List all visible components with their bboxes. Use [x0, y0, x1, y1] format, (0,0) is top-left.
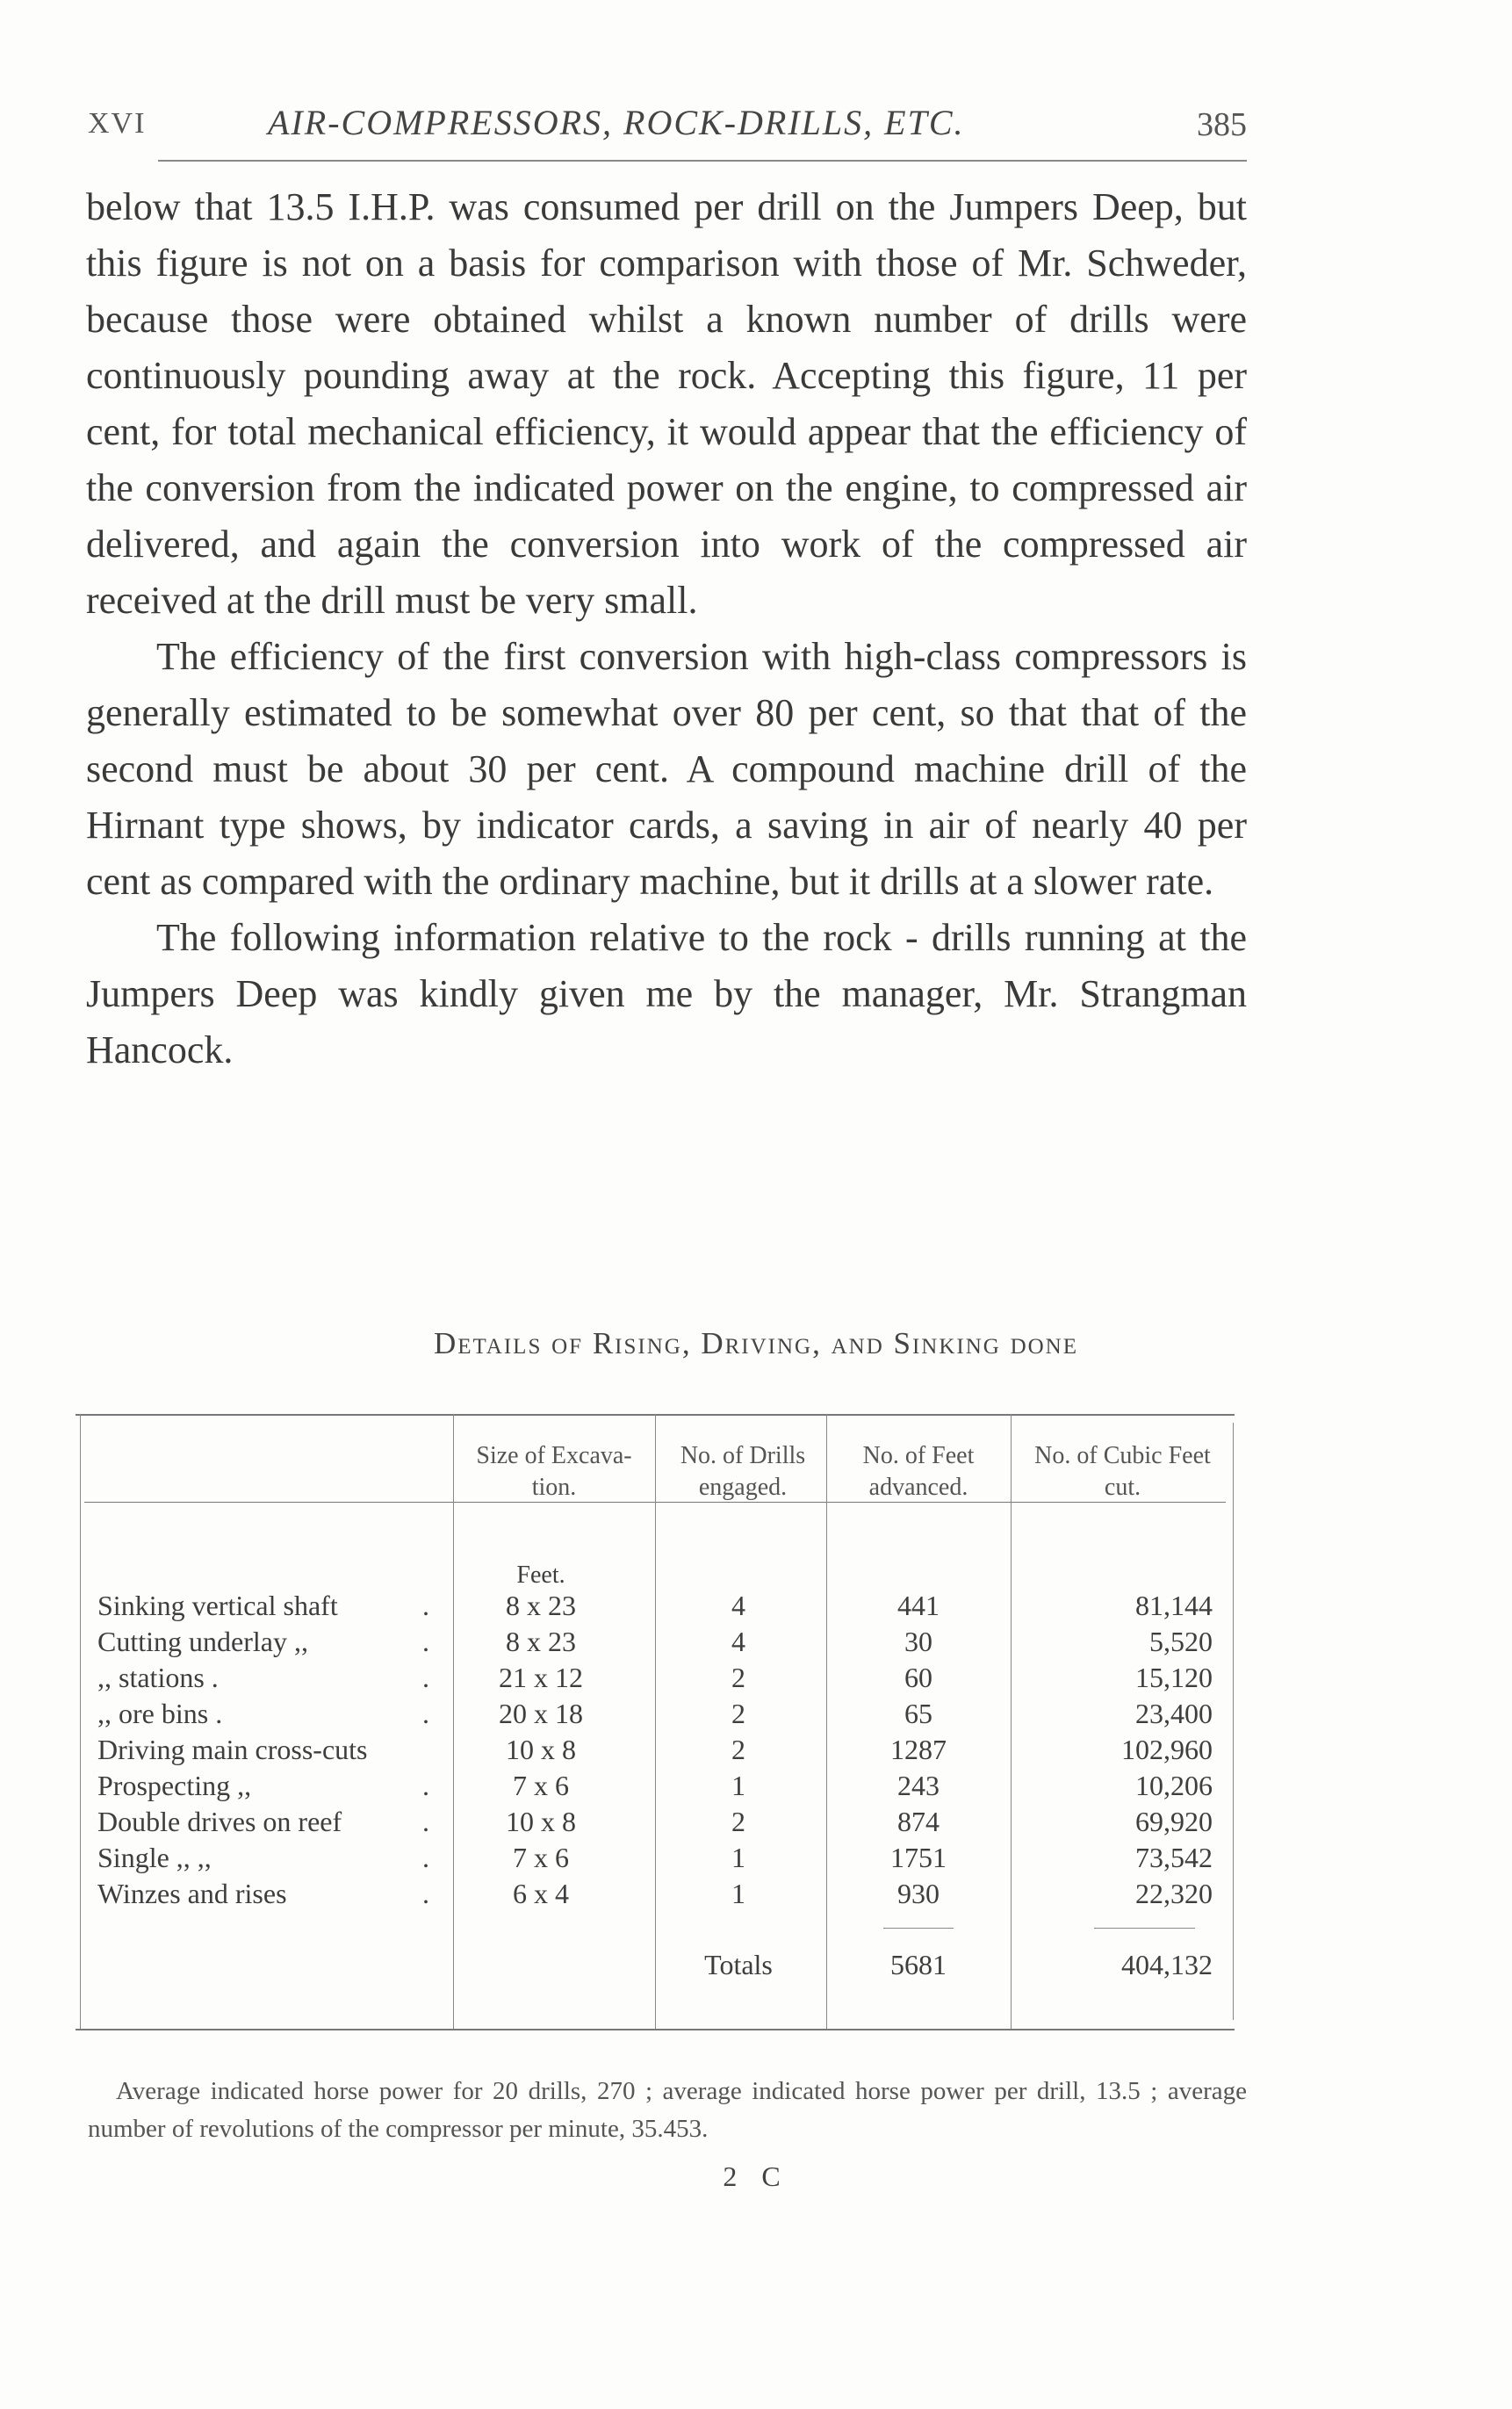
paragraph-3: The following information relative to the rock - drills running at the Jumpers Deep was kindly given me by the manager, Mr. Strangman Hancock.	[86, 916, 1247, 1071]
row-dot: .	[422, 1878, 429, 1909]
row-size: 10 x 8	[506, 1806, 576, 1837]
header-rule	[158, 160, 1247, 162]
row-cubic: 5,520	[1149, 1626, 1213, 1657]
row-feet: 30	[904, 1626, 932, 1657]
row-feet: 243	[897, 1770, 940, 1801]
row-drills: 1	[731, 1770, 745, 1801]
row-dot: .	[422, 1698, 429, 1729]
col-rule-0	[80, 1414, 81, 2029]
size-unit: Feet.	[516, 1562, 565, 1589]
table-bottom-rule	[76, 2029, 1235, 2030]
data-table	[76, 1414, 1235, 2033]
footnote	[88, 2073, 1247, 2148]
row-feet: 441	[897, 1590, 940, 1621]
running-title: AIR-COMPRESSORS, ROCK-DRILLS, ETC.	[268, 103, 965, 142]
row-drills: 2	[731, 1806, 745, 1837]
row-feet: 930	[897, 1878, 940, 1909]
row-cubic: 15,120	[1135, 1662, 1213, 1693]
col-rule-2	[655, 1414, 656, 2029]
row-feet: 1751	[890, 1842, 947, 1873]
row-label: ,, stations .	[97, 1662, 219, 1693]
paragraph-1: below that 13.5 I.H.P. was consumed per drill on the Jumpers Deep, but this figure is not on a basis for comparison with those of Mr. Schweder, because those were obtained whilst a known number of drills were continuously pounding away at the rock. Accepting this figure, 11 per cent, for total mechanical efficiency, it would appear that the efficiency of the conversion from the indicated power on the engine, to compressed air delivered, and again the conversion into work of the compressed air received at the drill must be very small.	[86, 185, 1247, 622]
running-header	[88, 98, 1247, 151]
row-feet: 1287	[890, 1734, 947, 1765]
header-size: Size of Excava-tion.	[476, 1442, 632, 1501]
row-cubic: 69,920	[1135, 1806, 1213, 1837]
row-size: 8 x 23	[506, 1626, 576, 1657]
header-drills: No. of Drills engaged.	[680, 1442, 806, 1501]
sum-rule-feet	[883, 1928, 954, 1929]
body-text	[86, 179, 1247, 1078]
row-cubic: 102,960	[1121, 1734, 1213, 1765]
row-dot: .	[422, 1842, 429, 1873]
row-size: 7 x 6	[513, 1770, 569, 1801]
row-label: ,, ore bins .	[97, 1698, 223, 1729]
row-label: Driving main cross-cuts	[97, 1734, 368, 1765]
row-dot: .	[422, 1626, 429, 1657]
paragraph-2: The efficiency of the first conversion with high-class compressors is generally estimated to be somewhat over 80 per cent, so that that of the second must be about 30 per cent. A compound machine drill of the Hirnant type shows, by indicator cards, a saving in air of nearly 40 per cent as compared with the ordinary machine, but it drills at a slower rate.	[86, 635, 1247, 903]
row-size: 20 x 18	[499, 1698, 583, 1729]
page-number: 385	[1197, 106, 1247, 143]
totals-feet: 5681	[890, 1949, 947, 1980]
row-drills: 4	[731, 1626, 745, 1657]
footnote-text: Average indicated horse power for 20 drills, 270 ; average indicated horse power per drill, 13.5 ; average number of revolutions of the compressor per minute, 35.453.	[88, 2077, 1247, 2143]
row-cubic: 73,542	[1135, 1842, 1213, 1873]
row-drills: 1	[731, 1842, 745, 1873]
sum-rule-cubic	[1094, 1928, 1195, 1929]
row-dot: .	[422, 1806, 429, 1837]
col-rule-1	[453, 1414, 454, 2029]
row-label: Prospecting ,,	[97, 1770, 252, 1801]
row-feet: 60	[904, 1662, 932, 1693]
row-size: 6 x 4	[513, 1878, 569, 1909]
chapter-number: XVI	[88, 107, 147, 140]
row-drills: 2	[731, 1662, 745, 1693]
row-size: 21 x 12	[499, 1662, 583, 1693]
row-feet: 65	[904, 1698, 932, 1729]
col-rule-4	[1011, 1414, 1012, 2029]
row-label: Cutting underlay ,,	[97, 1626, 308, 1657]
totals-label: Totals	[704, 1949, 773, 1980]
row-size: 7 x 6	[513, 1842, 569, 1873]
row-size: 8 x 23	[506, 1590, 576, 1621]
row-drills: 4	[731, 1590, 745, 1621]
row-cubic: 22,320	[1135, 1878, 1213, 1909]
totals-cubic: 404,132	[1121, 1949, 1213, 1980]
row-size: 10 x 8	[506, 1734, 576, 1765]
row-label: Double drives on reef	[97, 1806, 342, 1837]
row-drills: 2	[731, 1734, 745, 1765]
row-label: Sinking vertical shaft	[97, 1590, 338, 1621]
row-cubic: 81,144	[1135, 1590, 1213, 1621]
header-feet: No. of Feet advanced.	[862, 1442, 975, 1501]
col-rule-3	[826, 1414, 827, 2029]
row-label: Single ,, ,,	[97, 1842, 212, 1873]
row-dot: .	[422, 1590, 429, 1621]
header-cubic: No. of Cubic Feet cut.	[1034, 1442, 1211, 1501]
row-cubic: 10,206	[1135, 1770, 1213, 1801]
row-cubic: 23,400	[1135, 1698, 1213, 1729]
row-drills: 1	[731, 1878, 745, 1909]
col-rule-5	[1233, 1423, 1234, 2020]
table-title: Details of Rising, Driving, and Sinking done	[433, 1326, 1079, 1360]
row-dot: .	[422, 1662, 429, 1693]
row-drills: 2	[731, 1698, 745, 1729]
row-feet: 874	[897, 1806, 940, 1837]
row-label: Winzes and rises	[97, 1878, 287, 1909]
row-dot: .	[422, 1770, 429, 1801]
signature-mark: 2 C	[723, 2160, 789, 2192]
